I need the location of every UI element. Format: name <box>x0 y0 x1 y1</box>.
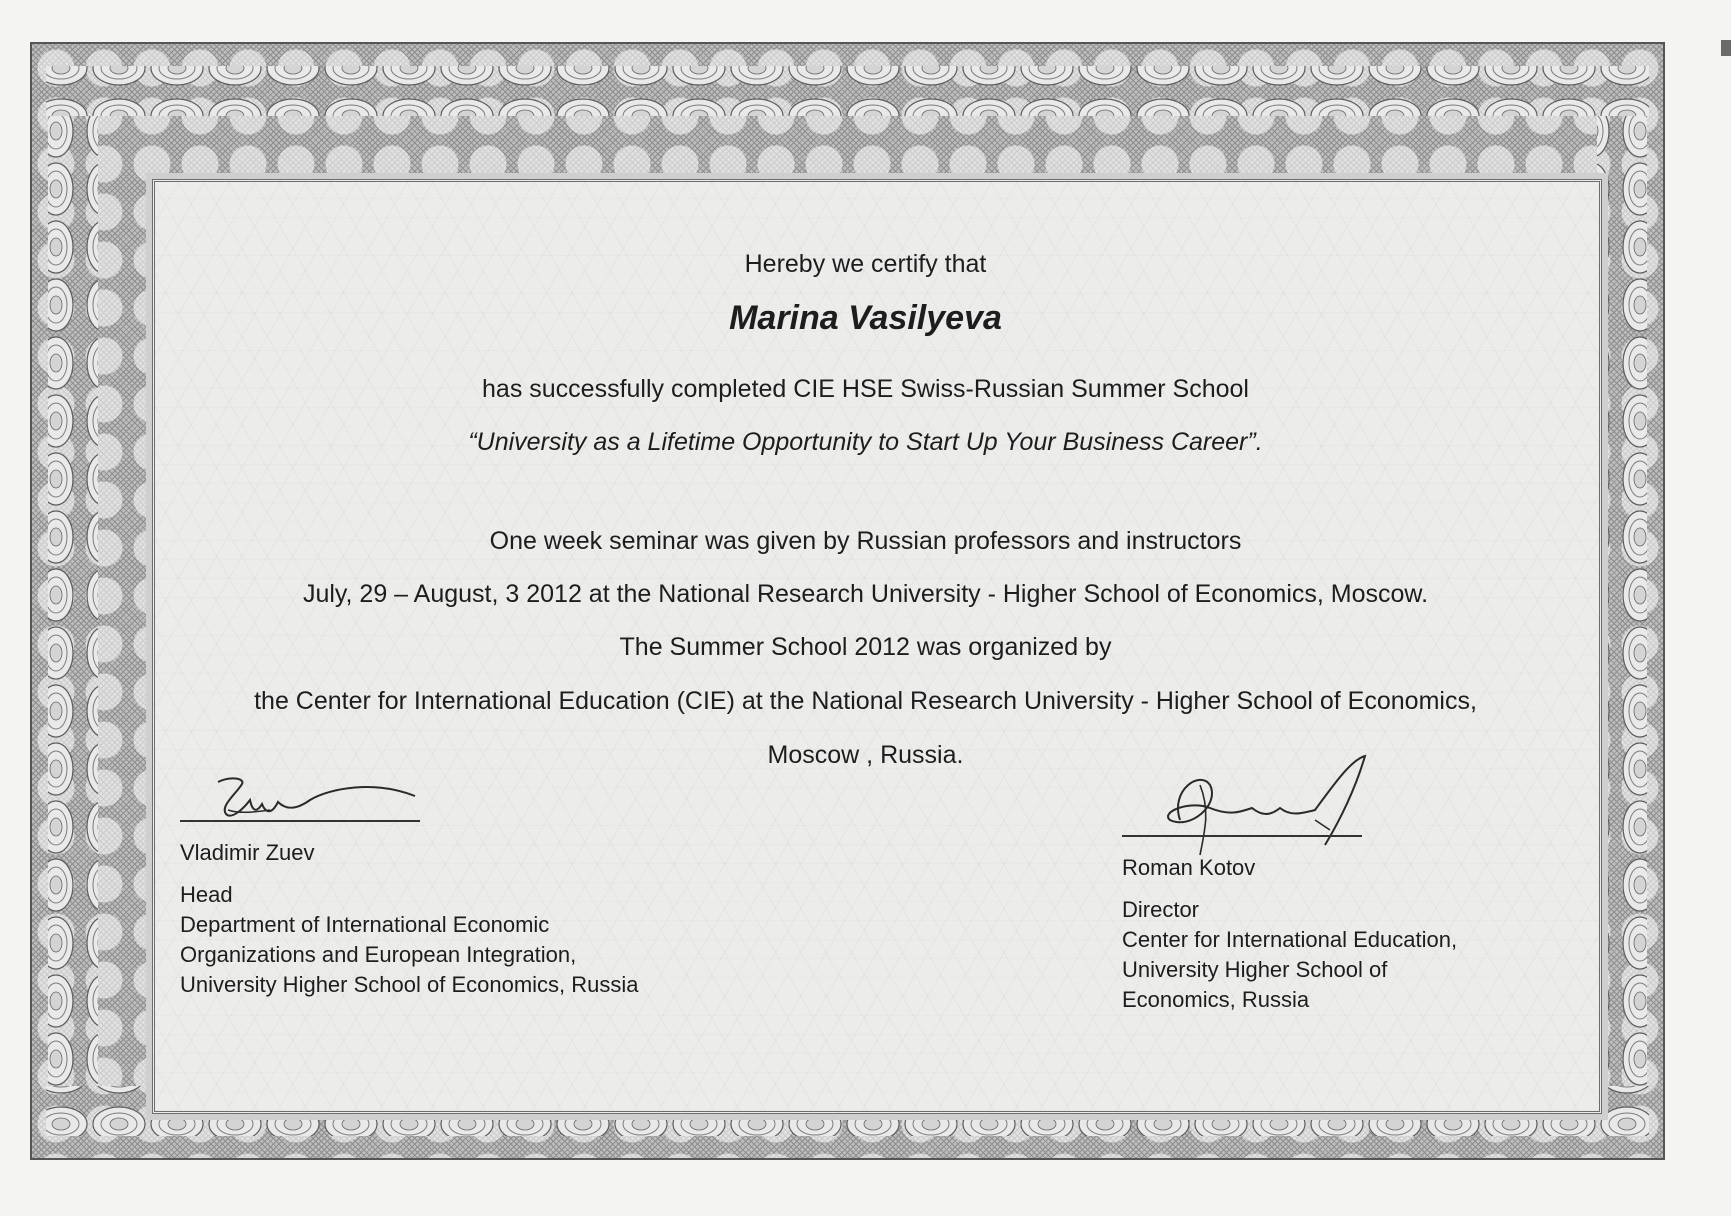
right-affiliation-line: Economics, Russia <box>1122 987 1310 1012</box>
certify-intro: Hereby we certify that <box>744 250 987 278</box>
location-statement: Moscow , Russia. <box>767 741 964 769</box>
scan-edge-mark <box>1721 40 1731 56</box>
dates-statement: July, 29 – August, 3 2012 at the National Research University - Higher School of Economics, Moscow. <box>302 580 1429 608</box>
organizer-statement: the Center for International Education (CIE) at the National Research University - Higher School of Economics, <box>254 687 1477 715</box>
right-affiliation-line: Center for International Education, <box>1122 927 1458 952</box>
left-signatory-title: Head <box>180 882 233 907</box>
program-title: “University as a Lifetime Opportunity to Start Up Your Business Career”. <box>468 428 1263 456</box>
left-signature-line <box>180 820 420 822</box>
seminar-statement: One week seminar was given by Russian professors and instructors <box>489 527 1242 555</box>
left-signatory-name: Vladimir Zuev <box>180 840 315 865</box>
right-signatory-name: Roman Kotov <box>1122 855 1256 880</box>
right-signature <box>1140 750 1380 860</box>
right-affiliation-line: University Higher School of <box>1122 957 1388 982</box>
right-signatory <box>1122 853 1457 1015</box>
left-affiliation-line: Department of International Economic <box>180 912 550 937</box>
completion-statement: has successfully completed CIE HSE Swiss-Russian Summer School <box>482 375 1249 403</box>
right-signature-line <box>1122 835 1362 837</box>
right-signatory-title: Director <box>1122 897 1200 922</box>
left-affiliation-line: University Higher School of Economics, Russia <box>180 972 639 997</box>
left-signatory <box>180 838 639 1000</box>
recipient-name: Marina Vasilyeva <box>729 299 1002 337</box>
left-affiliation-line: Organizations and European Integration, <box>180 942 577 967</box>
organized-statement: The Summer School 2012 was organized by <box>619 633 1112 661</box>
